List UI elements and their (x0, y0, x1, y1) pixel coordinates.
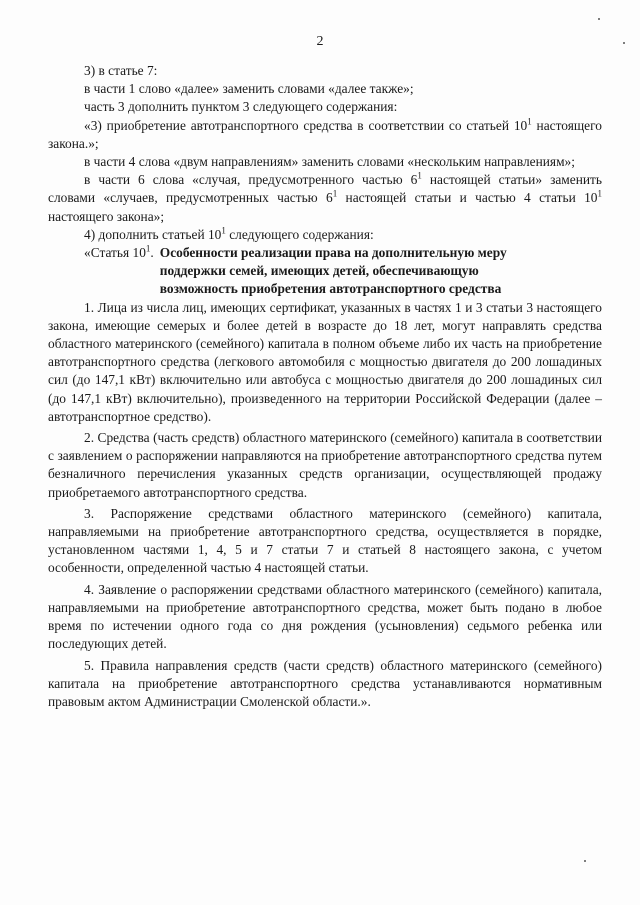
article-title (160, 244, 602, 299)
document-body (48, 62, 602, 711)
article-heading (48, 244, 602, 299)
article-paragraph-4: 4. Заявление о распоряжении средствами областного материнского (семейного) капитала, направляемыми на приобретение автотранспортного средства, может быть подано в любое время по истечении одного года со дня рождения (усыновления) седьмого ребенка или последующих детей. (48, 581, 602, 652)
superscript: 1 (145, 243, 151, 254)
superscript: 1 (527, 116, 532, 127)
scan-speck (623, 42, 625, 44)
superscript: 1 (332, 188, 338, 199)
scan-speck (598, 18, 600, 20)
item-3-part-6 (48, 171, 602, 226)
part-6-text-b: настоящей статьи» заменить словами «случаев, предусмотренных частью 6 (48, 172, 603, 206)
superscript: 1 (417, 170, 422, 181)
item-3-heading: 3) в статье 7: (84, 63, 158, 78)
item-4 (48, 226, 602, 244)
item-3-part-1: в части 1 слово «далее» заменить словами «далее также»; (84, 81, 414, 97)
superscript: 1 (221, 225, 226, 236)
article-paragraph-3: 3. Распоряжение средствами областного материнского (семейного) капитала, направляемыми на приобретение автотранспортного средства, осуществляется в порядке, установленном частями 1, 4, 5 и 7 статьи 7 и статьей 8 настоящего закона, с учетом особенности, определенной частью 4 настоящей статьи. (48, 505, 602, 576)
item-4-text-end: следующего содержания: (225, 226, 374, 242)
point-3-text: «3) приобретение автотранспортного средства в соответствии со статьей 10 (84, 117, 528, 133)
item-3-part-3: часть 3 дополнить пунктом 3 следующего содержания: (84, 99, 398, 115)
point-3-text-end: настоящего закона.»; (48, 117, 602, 151)
scan-speck (584, 860, 586, 862)
article-paragraph-5: 5. Правила направления средств (части средств) областного материнского (семейного) капитала на приобретение автотранспортного средства устанавливаются нормативным правовым актом Администрации Смоленской области.». (48, 657, 602, 709)
item-4-text: 4) дополнить статьей 10 (84, 226, 222, 242)
item-3-point-3 (48, 117, 602, 153)
article-label (48, 244, 154, 299)
article-paragraph-2: 2. Средства (часть средств) областного материнского (семейного) капитала в соответствии с заявлением о распоряжении направляются на приобретение автотранспортного средства путем безналичного перечисления указанных средств организации, осуществляющей продажу приобретаемого автотранспортного средства. (48, 430, 602, 500)
part-6-text-c: настоящей статьи и частью 4 статьи 10 (337, 190, 598, 206)
superscript: 1 (597, 188, 602, 199)
article-title-line-1: Особенности реализации права на дополнительную меру (159, 245, 507, 261)
article-paragraph-1: 1. Лица из числа лиц, имеющих сертификат, указанных в частях 1 и 3 статьи 3 настоящего закона, имеющие семерых и более детей в возрасте до 18 лет, могут направлять средства областного материнского (семейного) капитала в полном объеме либо их часть на приобретение автотранспортного средства (легкового автомобиля с мощностью двигателя до 200 лошадиных сил (до 147,1 кВт) включительно или автобуса с мощностью двигателя до 200 лошадиных сил (до 147,1 кВт) включительно), произведенного на территории Российской Федерации (далее – автотранспортное средство). (48, 299, 602, 424)
part-6-text-a: в части 6 слова «случая, предусмотренного частью 6 (84, 172, 418, 188)
page-number: 2 (316, 34, 324, 49)
article-title-line-3: возможность приобретения автотранспортного средства (159, 281, 502, 297)
article-label-text: «Статья 10 (84, 245, 146, 261)
item-3-part-4: в части 4 слова «двум направлениям» заменить словами «нескольким направлениям»; (84, 154, 575, 170)
part-6-text-d: настоящего закона»; (48, 208, 165, 224)
article-title-line-2: поддержки семей, имеющих детей, обеспечивающую (159, 263, 479, 279)
article-label-dot: . (150, 245, 154, 261)
